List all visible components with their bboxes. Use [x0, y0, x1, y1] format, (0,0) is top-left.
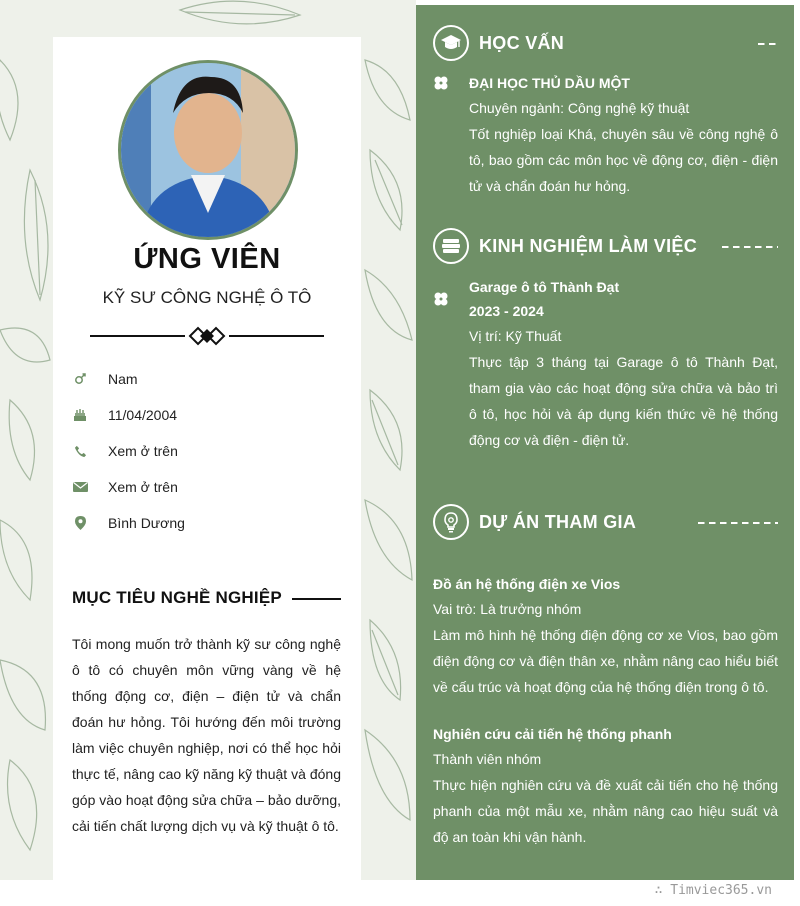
gender-icon [72, 371, 88, 387]
experience-detail: Thực tập 3 tháng tại Garage ô tô Thành Đạt, tham gia vào các hoạt động sửa chữa và bảo trì ô tô, học hỏi và áp dụng kiến thức về hệ thống động cơ và điện - điện tử. [469, 354, 778, 448]
project-1-role: Vai trò: Là trưởng nhóm [433, 601, 582, 617]
clover-bullet-icon [433, 75, 449, 91]
project-2-role: Thành viên nhóm [433, 751, 542, 767]
education-major: Chuyên ngành: Công nghệ kỹ thuật [469, 100, 690, 116]
candidate-name: ỨNG VIÊN [133, 243, 281, 275]
email-icon [72, 479, 88, 495]
education-detail: Tốt nghiệp loại Khá, chuyên sâu về công nghệ ô tô, bao gồm các môn học về động cơ, điện - điện tử và chẩn đoán hư hỏng. [469, 126, 778, 194]
project-2-detail: Thực hiện nghiên cứu và đề xuất cải tiến cho hệ thống phanh của một mẫu xe, nhằm nâng cao hiệu suất và độ an toàn khi vận hành. [433, 777, 778, 845]
projects-dashed-line [698, 522, 778, 524]
project-2-name: Nghiên cứu cải tiến hệ thống phanh [433, 726, 672, 742]
clover-bullet-icon [433, 291, 449, 307]
info-location-text: Bình Dương [108, 515, 185, 531]
info-birthday [72, 405, 178, 425]
info-email-text: Xem ở trên [108, 479, 178, 495]
experience-period: 2023 - 2024 [469, 303, 544, 319]
location-pin-icon [72, 515, 88, 531]
avatar-photo-illustration [121, 63, 295, 237]
info-phone-text: Xem ở trên [108, 443, 178, 459]
project-1-detail: Làm mô hình hệ thống điện động cơ xe Vios, bao gồm điện động cơ và điện thân xe, nhằm nâng cao hiểu biết về cấu trúc và hoạt động của hệ thống điện trong ô tô. [433, 627, 778, 695]
education-dashed-line [758, 43, 778, 45]
info-gender [72, 369, 138, 389]
birthday-cake-icon [72, 407, 88, 423]
objective-heading-line [292, 598, 341, 600]
info-email [72, 477, 178, 497]
books-icon [433, 228, 469, 264]
experience-company: Garage ô tô Thành Đạt [469, 279, 620, 295]
education-school: ĐẠI HỌC THỦ DẦU MỘT [469, 75, 630, 91]
info-gender-text: Nam [108, 371, 138, 387]
objective-text: Tôi mong muốn trở thành kỹ sư công nghệ ô tô có chuyên môn vững vàng về hệ thống động cơ, điện – điện tử và chẩn đoán hư hỏng. Tôi hướng đến môi trường làm việc chuyên nghiệp, nơi có thể học hỏi thực tế, nâng cao kỹ năng kỹ thuật và đóng góp vào hoạt động sửa chữa – bảo dưỡng, cải tiến chất lượng dịch vụ và kỹ thuật ô tô. [72, 636, 341, 834]
diamond-divider [90, 326, 324, 346]
project-1-name: Đồ án hệ thống điện xe Vios [433, 576, 621, 592]
info-phone [72, 441, 178, 461]
experience-position: Vị trí: Kỹ Thuất [469, 328, 562, 344]
projects-heading: DỰ ÁN THAM GIA [479, 512, 637, 532]
education-heading: HỌC VẤN [479, 33, 565, 53]
phone-icon [72, 443, 88, 459]
avatar [118, 60, 298, 240]
info-location [72, 513, 185, 533]
candidate-title: KỸ SƯ CÔNG NGHỆ Ô TÔ [102, 288, 312, 307]
info-birthday-text: 11/04/2004 [108, 407, 178, 423]
watermark: ∴ Timviec365.vn [654, 883, 772, 898]
lightbulb-gear-icon [433, 504, 469, 540]
experience-dashed-line [722, 246, 778, 248]
objective-heading: MỤC TIÊU NGHỀ NGHIỆP [72, 588, 282, 607]
experience-heading: KINH NGHIỆM LÀM VIỆC [479, 236, 698, 256]
graduation-cap-icon [433, 25, 469, 61]
